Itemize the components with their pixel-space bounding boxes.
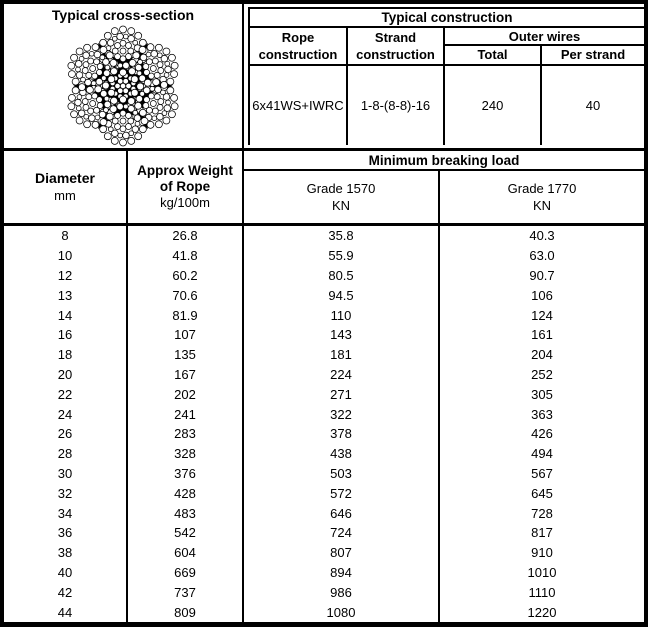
weight-cell: 135 (128, 345, 244, 365)
top-section (4, 4, 644, 151)
table-row (4, 246, 644, 266)
outer-wires-subheaders (445, 46, 644, 64)
construction-value-row (250, 66, 644, 145)
table-row (4, 325, 644, 345)
breaking-load-label: Minimum breaking load (244, 151, 644, 171)
construction-title: Typical construction (250, 9, 644, 28)
weight-unit: kg/100m (160, 195, 210, 210)
grade-1770-cell: 645 (531, 485, 553, 501)
outer-wires-header-group (445, 28, 644, 64)
rope-construction-text: 6x41WS+IWRC (252, 97, 344, 113)
rope-cross-section-diagram (61, 25, 185, 147)
grade-1770-cell: 567 (531, 465, 553, 481)
grade-1770-cell: 728 (531, 505, 553, 521)
diameter-cell: 34 (4, 503, 128, 523)
grade-1570-cell: 807 (244, 543, 440, 563)
table-row (4, 503, 644, 523)
diameter-label: Diameter (35, 170, 95, 186)
strand-construction-value: 1-8-(8-8)-16 (348, 66, 445, 145)
weight-cell: 283 (128, 424, 244, 444)
construction-table (248, 7, 644, 145)
grade-1570-cell: 378 (244, 424, 440, 444)
weight-cell: 604 (128, 543, 244, 563)
outer-wires-header: Outer wires (445, 28, 644, 46)
diameter-cell: 18 (4, 345, 128, 365)
grade-1570-header-cell (244, 171, 440, 223)
grade-1570-unit: KN (331, 198, 351, 213)
grade-1770-cell: 90.7 (529, 267, 555, 283)
diameter-cell: 38 (4, 543, 128, 563)
grade-1770-unit: KN (532, 198, 552, 213)
weight-cell: 26.8 (128, 226, 244, 246)
weight-cell: 81.9 (128, 305, 244, 325)
grade-1570-cell: 94.5 (244, 285, 440, 305)
grade-1770-cell: 106 (531, 287, 553, 303)
grade-1570-cell: 724 (244, 523, 440, 543)
grade-1770-cell: 1010 (527, 564, 557, 580)
cross-section-cell (4, 4, 244, 148)
table-row (4, 404, 644, 424)
weight-cell: 202 (128, 384, 244, 404)
diameter-unit: mm (54, 188, 76, 203)
weight-cell: 809 (128, 602, 244, 622)
grade-1570-cell: 143 (244, 325, 440, 345)
weight-label-line2: of Rope (159, 179, 211, 194)
grade-subheaders (244, 171, 644, 223)
grade-1770-label: Grade 1770 (507, 181, 577, 196)
breaking-load-header-group (244, 151, 644, 223)
diameter-cell: 16 (4, 325, 128, 345)
construction-header-row (250, 28, 644, 66)
grade-1570-cell: 572 (244, 483, 440, 503)
diameter-cell: 10 (4, 246, 128, 266)
table-row (4, 602, 644, 622)
total-header: Total (445, 46, 542, 64)
grade-1570-cell: 438 (244, 444, 440, 464)
grade-1570-cell: 224 (244, 365, 440, 385)
table-row (4, 266, 644, 286)
table-row (4, 464, 644, 484)
grade-1570-cell: 986 (244, 582, 440, 602)
grade-1770-header-cell (440, 171, 644, 223)
table-row (4, 365, 644, 385)
grade-1570-cell: 646 (244, 503, 440, 523)
grade-1770-cell: 426 (531, 426, 553, 442)
table-row (4, 483, 644, 503)
diameter-cell: 32 (4, 483, 128, 503)
grade-1770-cell: 252 (531, 366, 553, 382)
grade-1570-cell: 503 (244, 464, 440, 484)
grade-1570-cell: 110 (244, 305, 440, 325)
grade-1570-cell: 894 (244, 563, 440, 583)
grade-1770-cell: 910 (531, 545, 553, 561)
grade-1770-cell: 494 (531, 446, 553, 462)
diameter-cell: 13 (4, 285, 128, 305)
strand-construction-header: Strand construction (348, 28, 445, 64)
weight-cell: 483 (128, 503, 244, 523)
table-row (4, 305, 644, 325)
weight-cell: 107 (128, 325, 244, 345)
weight-cell: 70.6 (128, 285, 244, 305)
weight-cell: 428 (128, 483, 244, 503)
grade-1570-cell: 1080 (244, 602, 440, 622)
diameter-cell: 36 (4, 523, 128, 543)
grade-1770-cell: 817 (531, 525, 553, 541)
table-row (4, 543, 644, 563)
diameter-cell: 30 (4, 464, 128, 484)
grade-1570-cell: 55.9 (244, 246, 440, 266)
grade-1770-cell: 204 (531, 347, 553, 363)
table-row (4, 345, 644, 365)
grade-1770-cell: 161 (531, 327, 553, 343)
grade-1570-label: Grade 1570 (306, 181, 376, 196)
weight-cell: 41.8 (128, 246, 244, 266)
construction-cell (244, 4, 644, 148)
outer-wires-total-value: 240 (445, 66, 542, 145)
weight-cell: 167 (128, 365, 244, 385)
outer-wires-per-strand-value: 40 (585, 98, 601, 113)
table-row (4, 384, 644, 404)
weight-header-cell (128, 151, 244, 223)
diameter-header-cell (4, 151, 128, 223)
weight-cell: 328 (128, 444, 244, 464)
grade-1770-cell: 305 (531, 386, 553, 402)
weight-cell: 241 (128, 404, 244, 424)
table-row (4, 285, 644, 305)
diameter-cell: 20 (4, 365, 128, 385)
table-row (4, 226, 644, 246)
weight-label-line1: Approx Weight (137, 163, 233, 178)
table-row (4, 563, 644, 583)
spec-table-body (4, 226, 644, 622)
weight-cell: 669 (128, 563, 244, 583)
weight-cell: 60.2 (128, 266, 244, 286)
grade-1570-cell: 80.5 (244, 266, 440, 286)
table-row (4, 424, 644, 444)
grade-1770-cell: 40.3 (529, 228, 555, 244)
weight-cell: 376 (128, 464, 244, 484)
grade-1770-cell: 1220 (527, 604, 557, 620)
diameter-cell: 22 (4, 384, 128, 404)
grade-1770-cell: 124 (531, 307, 553, 323)
diameter-cell: 12 (4, 266, 128, 286)
grade-1770-cell: 363 (531, 406, 553, 422)
rope-construction-header: Rope construction (250, 28, 348, 64)
grade-1570-cell: 181 (244, 345, 440, 365)
per-strand-header: Per strand (560, 47, 626, 62)
grade-1570-cell: 322 (244, 404, 440, 424)
diameter-cell: 14 (4, 305, 128, 325)
diameter-cell: 28 (4, 444, 128, 464)
grade-1770-cell: 1110 (528, 584, 556, 600)
diameter-cell: 42 (4, 582, 128, 602)
table-row (4, 444, 644, 464)
table-row (4, 582, 644, 602)
diameter-cell: 44 (4, 602, 128, 622)
weight-cell: 737 (128, 582, 244, 602)
diameter-cell: 8 (4, 226, 128, 246)
cross-section-title: Typical cross-section (51, 7, 195, 23)
table-header-section (4, 151, 644, 226)
grade-1570-cell: 271 (244, 384, 440, 404)
grade-1570-cell: 35.8 (244, 226, 440, 246)
grade-1770-cell: 63.0 (529, 248, 555, 264)
diameter-cell: 26 (4, 424, 128, 444)
rope-construction-value (250, 66, 348, 145)
table-row (4, 523, 644, 543)
diameter-cell: 24 (4, 404, 128, 424)
diameter-cell: 40 (4, 563, 128, 583)
weight-cell: 542 (128, 523, 244, 543)
